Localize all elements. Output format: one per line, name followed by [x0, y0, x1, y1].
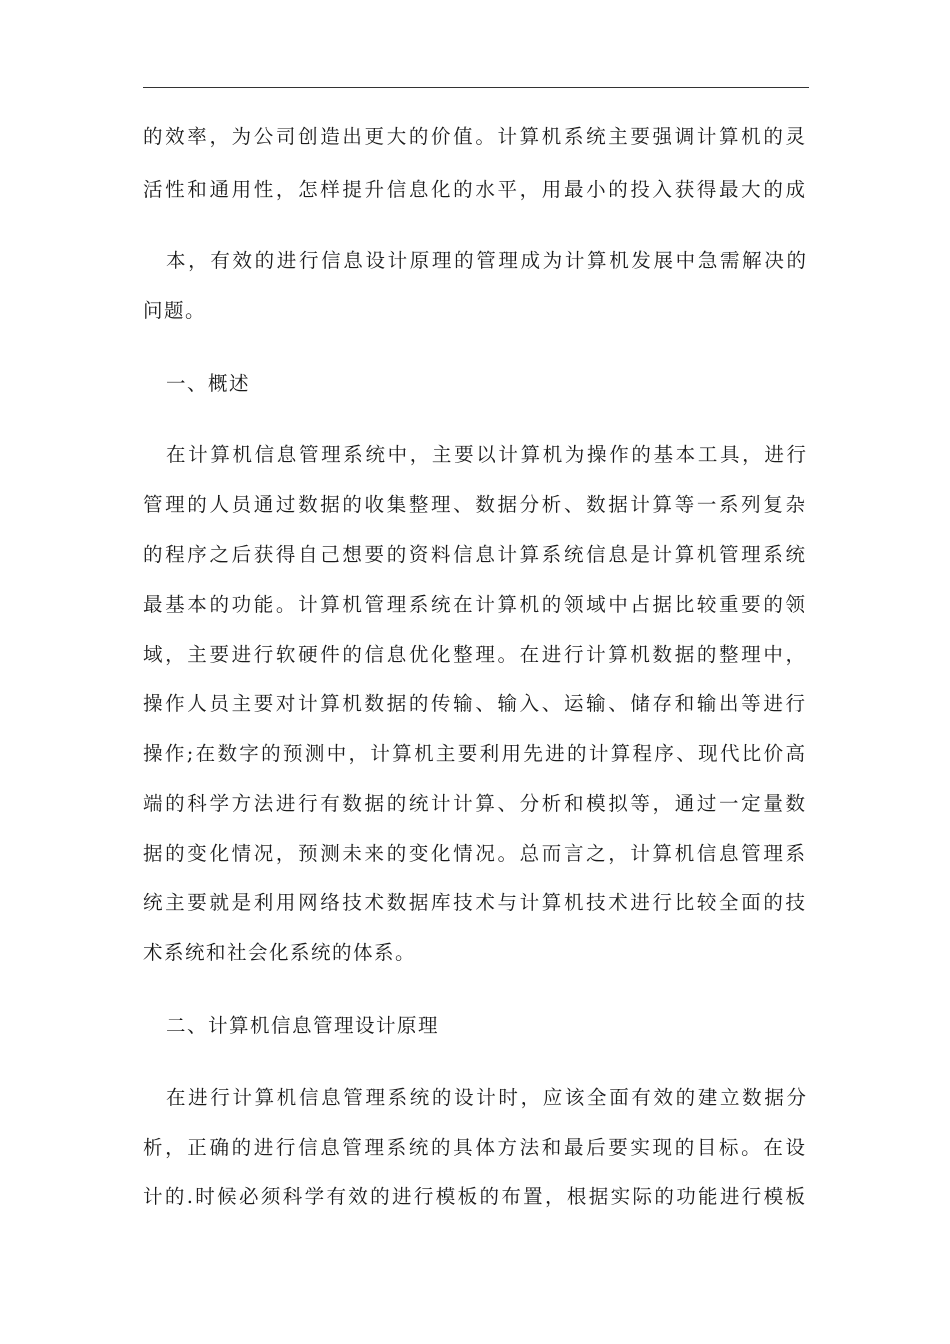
paragraph-line: 术系统和社会化系统的体系。 [143, 941, 417, 964]
paragraph-line: 在计算机信息管理系统中，主要以计算机为操作的基本工具，进行 [166, 443, 806, 466]
paragraph-line: 端的科学方法进行有数据的统计计算、分析和模拟等，通过一定量数 [143, 792, 805, 815]
paragraph-line: 管理的人员通过数据的收集整理、数据分析、数据计算等一系列复杂 [143, 493, 805, 516]
paragraph-line: 的程序之后获得自己想要的资料信息计算系统信息是计算机管理系统 [143, 543, 805, 566]
paragraph-line: 操作人员主要对计算机数据的传输、输入、运输、储存和输出等进行 [143, 692, 805, 715]
paragraph-line: 据的变化情况，预测未来的变化情况。总而言之，计算机信息管理系 [143, 842, 805, 865]
paragraph-line: 的效率，为公司创造出更大的价值。计算机系统主要强调计算机的灵 [143, 125, 805, 148]
paragraph-line: 本，有效的进行信息设计原理的管理成为计算机发展中急需解决的 [166, 249, 806, 272]
paragraph-line: 统主要就是利用网络技术数据库技术与计算机技术进行比较全面的技 [143, 891, 805, 914]
paragraph-line: 问题。 [143, 299, 207, 322]
paragraph-line: 活性和通用性，怎样提升信息化的水平，用最小的投入获得最大的成 [143, 178, 805, 201]
paragraph-line: 计的.时候必须科学有效的进行模板的布置，根据实际的功能进行模板 [143, 1185, 805, 1208]
paragraph-line: 最基本的功能。计算机管理系统在计算机的领域中占据比较重要的领 [143, 593, 805, 616]
header-rule [143, 87, 809, 88]
paragraph-line: 在进行计算机信息管理系统的设计时，应该全面有效的建立数据分 [166, 1086, 806, 1109]
section-heading: 二、计算机信息管理设计原理 [166, 1014, 440, 1037]
paragraph-line: 操作;在数字的预测中，计算机主要利用先进的计算程序、现代比价高 [143, 742, 805, 765]
paragraph-line: 域，主要进行软硬件的信息优化整理。在进行计算机数据的整理中， [143, 643, 805, 666]
section-heading: 一、概述 [166, 372, 251, 395]
paragraph-line: 析，正确的进行信息管理系统的具体方法和最后要实现的目标。在设 [143, 1136, 805, 1159]
